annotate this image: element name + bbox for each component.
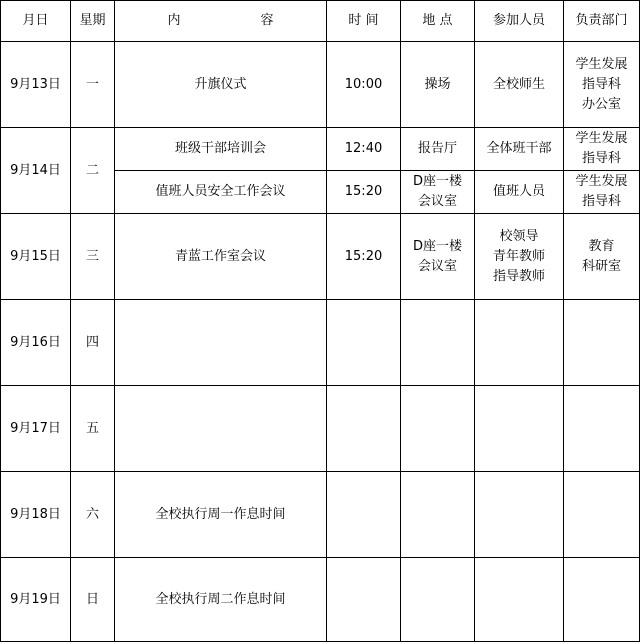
- participants-cell: [475, 558, 564, 642]
- content-cell: 全校执行周一作息时间: [115, 472, 327, 558]
- participants-line: 指导教师: [492, 268, 545, 284]
- content-cell: 青蓝工作室会议: [115, 214, 327, 300]
- date-cell: 9月17日: [1, 386, 71, 472]
- participants-line: 青年教师: [492, 248, 545, 264]
- time-cell: 12:40: [327, 128, 401, 171]
- place-line: 报告厅: [417, 141, 457, 156]
- table-row: [1, 214, 640, 300]
- department-cell: [564, 300, 640, 386]
- department-cell: [564, 214, 640, 300]
- weekday-cell: 四: [71, 300, 115, 386]
- weekday-cell: 日: [71, 558, 115, 642]
- header-row: [1, 1, 640, 42]
- date-cell: 9月13日: [1, 42, 71, 128]
- weekday-cell: 三: [71, 214, 115, 300]
- place-cell: [401, 300, 475, 386]
- department-cell: [564, 42, 640, 128]
- content-cell: 全校执行周二作息时间: [115, 558, 327, 642]
- participants-line: 全体班干部: [486, 141, 552, 156]
- time-cell: [327, 386, 401, 472]
- department-cell: [564, 472, 640, 558]
- department-line: 教育: [588, 238, 615, 254]
- content-cell: [115, 386, 327, 472]
- header-weekday: 星期: [71, 1, 115, 42]
- place-cell: [401, 558, 475, 642]
- time-cell: [327, 472, 401, 558]
- department-cell: [564, 171, 640, 214]
- participants-cell: [475, 128, 564, 171]
- participants-line: 值班人员: [492, 184, 545, 199]
- weekday-cell: 一: [71, 42, 115, 128]
- date-cell: 9月18日: [1, 472, 71, 558]
- time-cell: 10:00: [327, 42, 401, 128]
- place-cell: [401, 128, 475, 171]
- department-line: 办公室: [581, 96, 621, 112]
- department-line: 学生发展: [575, 174, 628, 189]
- department-cell: [564, 558, 640, 642]
- participants-cell: [475, 472, 564, 558]
- place-line: D座一楼: [412, 174, 462, 189]
- header-content-a: 内: [167, 13, 181, 28]
- header-date: 月日: [1, 1, 71, 42]
- department-cell: [564, 386, 640, 472]
- header-participants: 参加人员: [475, 1, 564, 42]
- place-cell: [401, 386, 475, 472]
- place-cell: [401, 214, 475, 300]
- department-line: 指导科: [581, 76, 621, 92]
- place-cell: [401, 42, 475, 128]
- department-line: 学生发展: [575, 131, 628, 146]
- table-row: [1, 128, 640, 171]
- place-line: D座一楼: [412, 238, 462, 254]
- content-cell: [115, 300, 327, 386]
- time-cell: [327, 300, 401, 386]
- date-cell: 9月14日: [1, 128, 71, 214]
- participants-line: 全校师生: [492, 76, 545, 92]
- header-place: 地 点: [401, 1, 475, 42]
- time-cell: 15:20: [327, 214, 401, 300]
- table-row: [1, 386, 640, 472]
- department-line: 学生发展: [575, 56, 628, 72]
- time-cell: 15:20: [327, 171, 401, 214]
- header-content: [115, 1, 327, 42]
- table-row: [1, 472, 640, 558]
- content-cell: 班级干部培训会: [115, 128, 327, 171]
- table-row: [1, 42, 640, 128]
- weekday-cell: 六: [71, 472, 115, 558]
- content-cell: 升旗仪式: [115, 42, 327, 128]
- place-line: 会议室: [417, 258, 457, 274]
- department-line: 指导科: [581, 194, 621, 209]
- header-department: 负责部门: [564, 1, 640, 42]
- date-cell: 9月16日: [1, 300, 71, 386]
- department-cell: [564, 128, 640, 171]
- content-cell: 值班人员安全工作会议: [115, 171, 327, 214]
- participants-cell: [475, 300, 564, 386]
- header-content-b: 容: [260, 13, 274, 28]
- place-line: 会议室: [417, 194, 457, 209]
- department-line: 指导科: [581, 151, 621, 166]
- participants-cell: [475, 42, 564, 128]
- department-line: 科研室: [581, 258, 621, 274]
- participants-cell: [475, 386, 564, 472]
- date-cell: 9月15日: [1, 214, 71, 300]
- header-time: 时 间: [327, 1, 401, 42]
- date-cell: 9月19日: [1, 558, 71, 642]
- place-line: 操场: [424, 76, 451, 92]
- weekday-cell: 五: [71, 386, 115, 472]
- weekday-cell: 二: [71, 128, 115, 214]
- time-cell: [327, 558, 401, 642]
- participants-cell: [475, 171, 564, 214]
- place-cell: [401, 171, 475, 214]
- table-row: [1, 300, 640, 386]
- participants-cell: [475, 214, 564, 300]
- participants-line: 校领导: [499, 228, 539, 244]
- table-row: [1, 558, 640, 642]
- place-cell: [401, 472, 475, 558]
